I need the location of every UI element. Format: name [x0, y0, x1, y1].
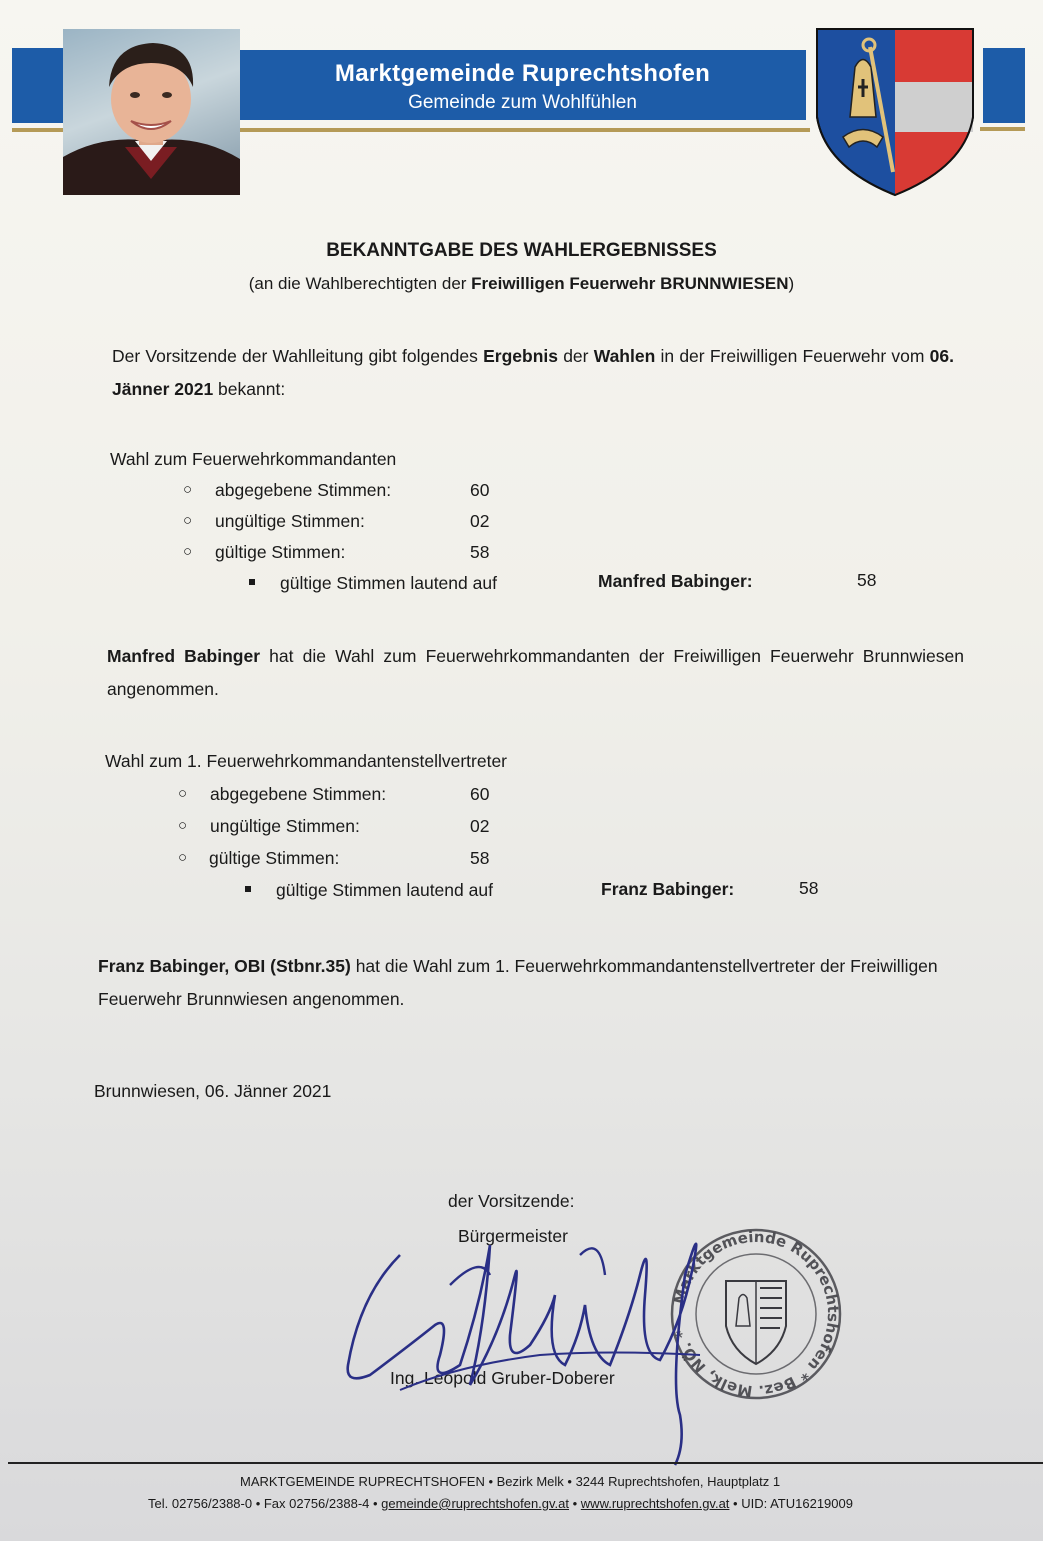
intro-paragraph: Der Vorsitzende der Wahlleitung gibt folgendes Ergebnis der Wahlen in der Freiwilligen Feuerwehr vom 06. Jänner 2021 bekannt:: [112, 346, 954, 399]
candidate-name: Manfred Babinger:: [598, 571, 753, 591]
footer-web-link[interactable]: www.ruprechtshofen.gv.at: [580, 1496, 730, 1511]
list-bullet: ○: [183, 481, 193, 498]
valid-votes-label: gültige Stimmen:: [209, 848, 340, 868]
election1-result: Manfred Babinger hat die Wahl zum Feuerwehrkommandanten der Freiwilligen Feuerwehr Brunnwiesen angenommen.: [107, 646, 964, 699]
list-bullet: ○: [183, 543, 193, 560]
footer-divider: [8, 1462, 1043, 1464]
cast-votes-label: abgegebene Stimmen:: [215, 480, 392, 500]
footer-email-link[interactable]: gemeinde@ruprechtshofen.gv.at: [381, 1496, 570, 1511]
footer-contact: Tel. 02756/2388-0 • Fax 02756/2388-4 • gemeinde@ruprechtshofen.gv.at • www.ruprechtshofen.gv.at • UID: ATU16219009: [148, 1496, 853, 1511]
place-date: Brunnwiesen, 06. Jänner 2021: [94, 1081, 332, 1101]
valid-votes-value: 58: [470, 848, 490, 868]
coat-of-arms: [815, 27, 975, 197]
municipality-slogan: Gemeinde zum Wohlfühlen: [408, 92, 637, 113]
gold-line: [240, 128, 810, 132]
municipality-title: Marktgemeinde Ruprechtshofen: [334, 60, 711, 87]
valid-votes-value: 58: [470, 542, 490, 562]
election2-result: Franz Babinger, OBI (Stbnr.35) hat die Wahl zum 1. Feuerwehrkommandantenstellvertreter der Freiwilligen Feuerwehr Brunnwiesen angenommen.: [98, 956, 938, 1009]
document-subtitle: (an die Wahlberechtigten der Freiwilligen Feuerwehr BRUNNWIESEN): [248, 274, 795, 293]
header-band-left: [12, 48, 64, 123]
invalid-votes-label: ungültige Stimmen:: [215, 511, 365, 531]
sub-bullet: [249, 579, 255, 585]
votes-for-label: gültige Stimmen lautend auf: [276, 880, 493, 900]
cast-votes-value: 60: [470, 480, 490, 500]
signer-name: Ing. Leopold Gruber-Doberer: [390, 1368, 615, 1388]
svg-text:Marktgemeinde Ruprechtshofen *: Marktgemeinde Ruprechtshofen * Bez. Melk, NÖ. *: [670, 1227, 843, 1401]
cast-votes-label: abgegebene Stimmen:: [210, 784, 387, 804]
election1-heading: Wahl zum Feuerwehrkommandanten: [110, 449, 397, 469]
candidate-votes: 58: [799, 878, 819, 898]
sub-bullet: [245, 886, 251, 892]
cast-votes-value: 60: [470, 784, 490, 804]
list-bullet: ○: [178, 785, 188, 802]
invalid-votes-value: 02: [470, 816, 490, 836]
gold-line-left: [12, 128, 64, 132]
invalid-votes-label: ungültige Stimmen:: [210, 816, 360, 836]
list-bullet: ○: [183, 512, 193, 529]
votes-for-label: gültige Stimmen lautend auf: [280, 573, 497, 593]
election2-heading: Wahl zum 1. Feuerwehrkommandantenstellvertreter: [105, 751, 508, 771]
signer-title: Bürgermeister: [458, 1226, 568, 1246]
valid-votes-label: gültige Stimmen:: [215, 542, 346, 562]
list-bullet: ○: [178, 817, 188, 834]
candidate-votes: 58: [857, 570, 877, 590]
invalid-votes-value: 02: [470, 511, 490, 531]
handwritten-signature: [340, 1215, 720, 1475]
gold-line-right: [980, 127, 1025, 131]
signer-role: der Vorsitzende:: [448, 1191, 575, 1211]
mayor-portrait: [63, 29, 240, 195]
header-band-right: [983, 48, 1025, 123]
footer-address: MARKTGEMEINDE RUPRECHTSHOFEN • Bezirk Melk • 3244 Ruprechtshofen, Hauptplatz 1: [240, 1474, 781, 1489]
list-bullet: ○: [178, 849, 188, 866]
candidate-name: Franz Babinger:: [601, 879, 735, 899]
document-title: BEKANNTGABE DES WAHLERGEBNISSES: [326, 240, 717, 261]
